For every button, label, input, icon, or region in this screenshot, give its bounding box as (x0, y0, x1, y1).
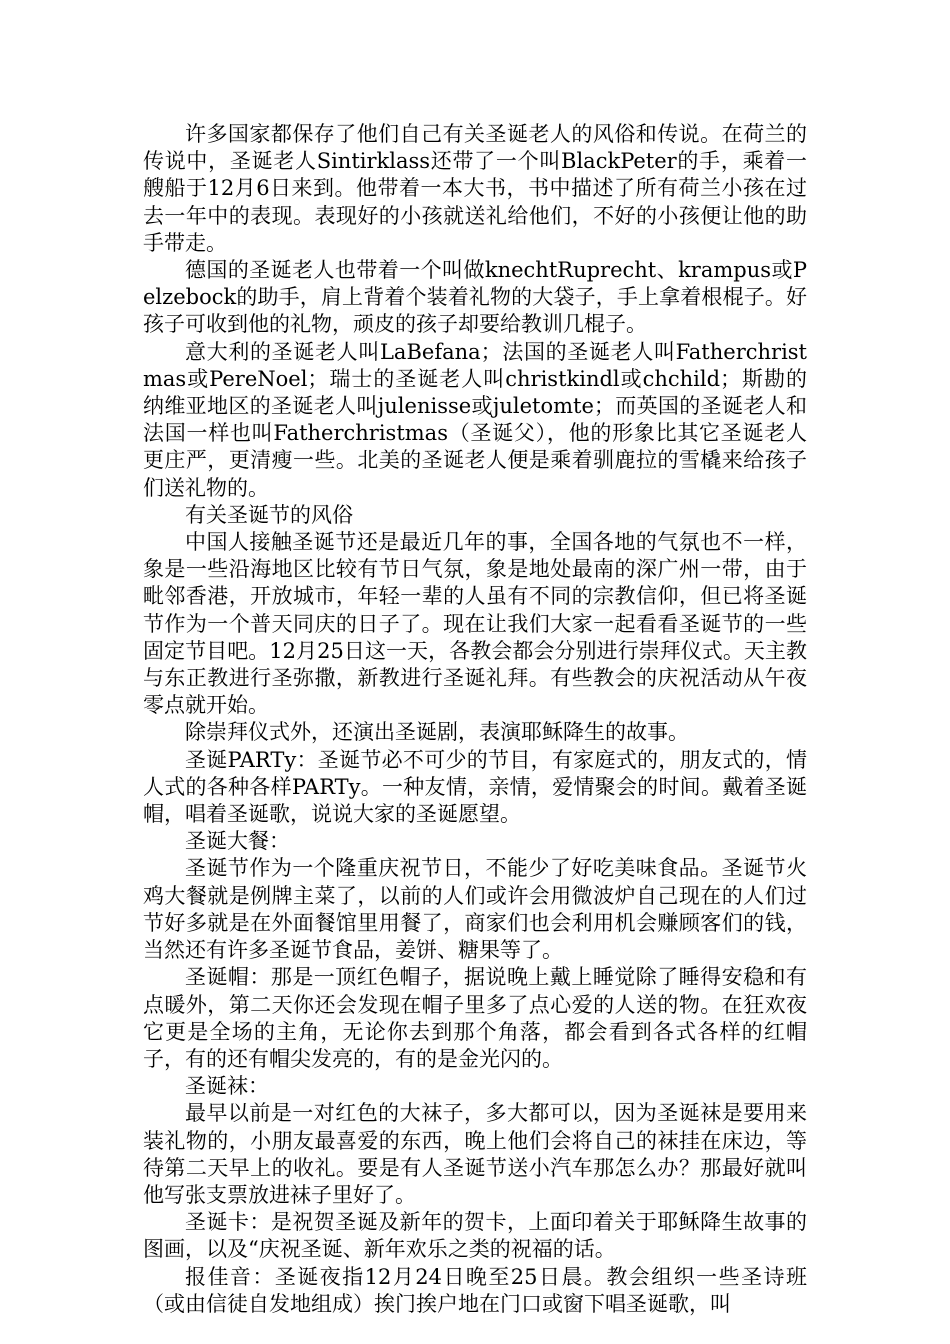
heading-christmas-stocking: 圣诞袜： (185, 1074, 269, 1099)
section-heading-customs: 有关圣诞节的风俗 (185, 502, 353, 527)
document-page (143, 121, 807, 1318)
paragraph-christmas-dinner: 圣诞节作为一个隆重庆祝节日，不能少了好吃美味食品。圣诞节火鸡大餐就是例牌主菜了，以前的人们或许会用微波炉自己现在的人们过节好多就是在外面餐馆里用餐了，商家们也会利用机会赚顾客们的钱，当然还有许多圣诞节食品，姜饼、糖果等了。 (143, 856, 807, 963)
paragraph-christmas-hat: 圣诞帽：那是一顶红色帽子，据说晚上戴上睡觉除了睡得安稳和有点暖外，第二天你还会发现在帽子里多了点心爱的人送的物。在狂欢夜它更是全场的主角，无论你去到那个角落，都会看到各式各样的红帽子，有的还有帽尖发亮的，有的是金光闪的。 (143, 965, 807, 1071)
paragraph-nativity-play: 除崇拜仪式外，还演出圣诞剧，表演耶稣降生的故事。 (185, 720, 689, 745)
paragraph-carol-singing: 报佳音：圣诞夜指12月24日晚至25日晨。教会组织一些圣诗班（或由信徒自发地组成）挨门挨户地在门口或窗下唱圣诞歌，叫 (143, 1264, 807, 1316)
paragraph-dutch-santa: 许多国家都保存了他们自己有关圣诞老人的风俗和传说。在荷兰的传说中，圣诞老人Sintirklass还带了一个叫BlackPeter的手，乘着一艘船于12月6日来到。他带着一本大书，书中描述了所有荷兰小孩在过去一年中的表现。表现好的小孩就送礼给他们，不好的小孩便让他的助手带走。 (143, 122, 807, 255)
paragraph-china-christmas: 中国人接触圣诞节还是最近几年的事，全国各地的气氛也不一样，象是一些沿海地区比较有节日气氛，象是地处最南的深广州一带，由于毗邻香港，开放城市，年轻一辈的人虽有不同的宗教信仰，但已将圣诞节作为一个普天同庆的日子了。现在让我们大家一起看看圣诞节的一些固定节目吧。12月25日这一天，各教会都会分别进行崇拜仪式。天主教与东正教进行圣弥撒，新教进行圣诞礼拜。有些教会的庆祝活动从午夜零点就开始。 (143, 530, 807, 718)
paragraph-christmas-stocking: 最早以前是一对红色的大袜子，多大都可以，因为圣诞袜是要用来装礼物的，小朋友最喜爱的东西，晚上他们会将自己的袜挂在床边，等待第二天早上的收礼。要是有人圣诞节送小汽车那怎么办？那最好就叫他写张支票放进袜子里好了。 (143, 1101, 807, 1207)
paragraph-german-santa: 德国的圣诞老人也带着一个叫做knechtRuprecht、krampus或Pelzebock的助手，肩上背着个装着礼物的大袋子，手上拿着根棍子。好孩子可收到他的礼物，顽皮的孩子却要给教训几棍子。 (143, 258, 807, 337)
paragraph-christmas-party: 圣诞PARTy：圣诞节必不可少的节目，有家庭式的，朋友式的，情人式的各种各样PARTy。一种友情，亲情，爱情聚会的时间。戴着圣诞帽，唱着圣诞歌，说说大家的圣诞愿望。 (143, 747, 807, 827)
heading-christmas-dinner: 圣诞大餐： (185, 829, 290, 854)
paragraph-christmas-card: 圣诞卡：是祝贺圣诞及新年的贺卡，上面印着关于耶稣降生故事的图画，以及“庆祝圣诞、新年欢乐之类的祝福的话。 (143, 1210, 807, 1262)
paragraph-other-countries-santa: 意大利的圣诞老人叫LaBefana；法国的圣诞老人叫Fatherchristmas或PereNoel；瑞士的圣诞老人叫christkindl或chchild；斯勘的纳维亚地区的圣诞老人叫julenisse或juletomte；而英国的圣诞老人和法国一样也叫Fatherchristmas（圣诞父），他的形象比其它圣诞老人更庄严，更清瘦一些。北美的圣诞老人便是乘着驯鹿拉的雪橇来给孩子们送礼物的。 (143, 339, 807, 500)
